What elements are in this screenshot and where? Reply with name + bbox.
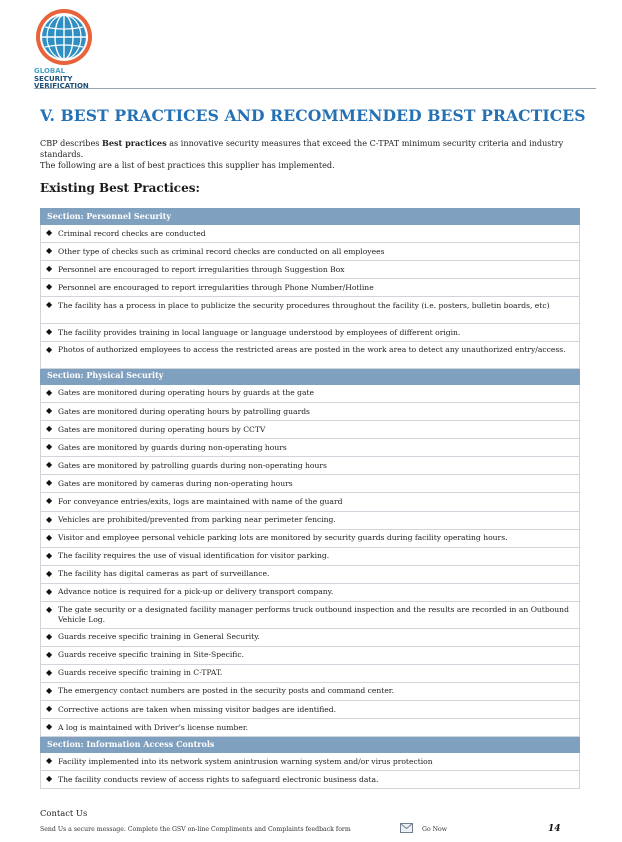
diamond-bullet-icon: ◆ [46,722,53,732]
practice-text: The facility has a process in place to publicize the security procedures throughout the facility (i.e. posters, bulletin boards, etc) [58,300,550,310]
practice-cell [41,384,580,402]
practice-cell [41,664,580,682]
practice-cell [41,753,580,771]
practice-row [41,475,580,493]
practice-text: Gates are monitored during operating hours by patrolling guards [58,406,310,416]
diamond-bullet-icon: ◆ [46,300,53,310]
practice-cell [41,475,580,493]
diamond-bullet-icon: ◆ [46,442,53,452]
practice-text: The facility conducts review of access rights to safeguard electronic business data. [58,774,379,784]
mail-icon[interactable] [400,823,413,833]
practice-row [41,700,580,718]
practice-cell [41,261,580,279]
practice-text: The gate security or a designated facility manager performs truck outbound inspection and the results are recorded in an Outbound Vehicle Log. [58,605,569,624]
feedback-message: Send Us a secure message. Complete the GSV on-line Compliments and Complaints feedback form [40,826,351,833]
practice-cell [41,700,580,718]
practice-row [41,511,580,529]
practice-row [41,279,580,297]
diamond-bullet-icon: ◆ [46,228,53,238]
practice-text: Guards receive specific training in C-TPAT. [58,668,223,678]
practice-row [41,646,580,664]
practice-cell [41,583,580,601]
practice-row [41,402,580,420]
practice-text: Guards receive specific training in Site-Specific. [58,650,245,660]
practice-row [41,243,580,261]
practice-cell [41,225,580,243]
practice-text: Criminal record checks are conducted [58,228,206,238]
diamond-bullet-icon: ◆ [46,604,53,614]
practice-row [41,261,580,279]
practice-cell [41,771,580,789]
practice-cell [41,529,580,547]
section-title: Section: Personnel Security [41,209,580,225]
practice-text: Gates are monitored by patrolling guards during non-operating hours [58,460,327,470]
contact-us-label: Contact Us [40,808,88,818]
practice-cell [41,682,580,700]
logo-line-security: SECURITY [34,74,73,83]
diamond-bullet-icon: ◆ [46,496,53,506]
practice-row [41,493,580,511]
practice-row [41,457,580,475]
practice-row [41,342,580,369]
logo-line-global: GLOBAL [34,67,66,75]
diamond-bullet-icon: ◆ [46,514,53,524]
practice-text: The facility provides training in local language or language understood by employees of different origin. [58,327,461,337]
diamond-bullet-icon: ◆ [46,774,53,784]
practice-cell [41,628,580,646]
diamond-bullet-icon: ◆ [46,327,53,337]
section-header-row [41,368,580,384]
practice-cell [41,646,580,664]
practice-row [41,547,580,565]
practice-row [41,682,580,700]
practice-text: Photos of authorized employees to access the restricted areas are posted in the work area to detect any unauthorized entry/access. [58,345,566,355]
intro-paragraph [40,138,580,171]
logo-line-verification: VERIFICATION [34,82,89,90]
practice-text: Other type of checks such as criminal record checks are conducted on all employees [58,246,385,256]
practice-text: Gates are monitored during operating hours by guards at the gate [58,388,315,398]
practice-cell [41,421,580,439]
practice-cell [41,457,580,475]
header-divider [34,88,596,89]
diamond-bullet-icon: ◆ [46,756,53,766]
diamond-bullet-icon: ◆ [46,405,53,415]
page-title: V. BEST PRACTICES AND RECOMMENDED BEST PRACTICES [40,106,586,125]
page-number: 14 [548,824,561,834]
practice-cell [41,511,580,529]
diamond-bullet-icon: ◆ [46,264,53,274]
go-now-link[interactable]: Go Now [422,826,448,833]
section-header-row [41,209,580,225]
globe-logo-icon [35,8,93,66]
practice-text: Personnel are encouraged to report irregularities through Phone Number/Hotline [58,282,374,292]
practice-cell [41,439,580,457]
practice-cell [41,324,580,342]
practice-text: The facility requires the use of visual identification for visitor parking. [58,551,330,561]
practice-cell [41,565,580,583]
diamond-bullet-icon: ◆ [46,685,53,695]
practice-text: Facility implemented into its network system anintrusion warning system and/or virus protection [58,756,433,766]
practice-row [41,771,580,789]
diamond-bullet-icon: ◆ [46,568,53,578]
diamond-bullet-icon: ◆ [46,246,53,256]
diamond-bullet-icon: ◆ [46,550,53,560]
practice-row [41,628,580,646]
intro-line-1: CBP describes Best practices as innovative security measures that exceed the C-TPAT minimum security criteria and industry standards. [40,138,564,159]
practice-row [41,601,580,628]
practice-row [41,421,580,439]
diamond-bullet-icon: ◆ [46,282,53,292]
practice-text: The facility has digital cameras as part of surveillance. [58,569,270,579]
practice-row [41,753,580,771]
practice-text: Advance notice is required for a pick-up or delivery transport company. [58,587,334,597]
practice-row [41,384,580,402]
practice-text: Gates are monitored during operating hours by CCTV [58,424,266,434]
diamond-bullet-icon: ◆ [46,345,53,355]
diamond-bullet-icon: ◆ [46,460,53,470]
practice-row [41,297,580,324]
best-practices-table [40,208,580,789]
practice-cell [41,547,580,565]
practice-cell [41,402,580,420]
practice-row [41,664,580,682]
diamond-bullet-icon: ◆ [46,424,53,434]
practice-row [41,565,580,583]
practice-cell [41,342,580,369]
diamond-bullet-icon: ◆ [46,649,53,659]
practice-text: Gates are monitored by guards during non-operating hours [58,442,287,452]
practice-text: For conveyance entries/exits, logs are maintained with name of the guard [58,497,343,506]
diamond-bullet-icon: ◆ [46,703,53,713]
diamond-bullet-icon: ◆ [46,631,53,641]
practice-cell [41,279,580,297]
practice-text: Corrective actions are taken when missing visitor badges are identified. [58,704,337,714]
practice-text: The emergency contact numbers are posted in the security posts and command center. [58,686,395,696]
practice-row [41,225,580,243]
diamond-bullet-icon: ◆ [46,586,53,596]
diamond-bullet-icon: ◆ [46,532,53,542]
practice-row [41,439,580,457]
diamond-bullet-icon: ◆ [46,387,53,397]
practice-text: Visitor and employee personal vehicle parking lots are monitored by security guards during facility operating hours. [58,533,508,543]
intro-line-2: The following are a list of best practices this supplier has implemented. [40,160,335,170]
practice-cell [41,493,580,511]
practice-cell [41,601,580,628]
gsv-logo [34,8,104,88]
practice-cell [41,719,580,737]
section-title: Section: Physical Security [41,368,580,384]
diamond-bullet-icon: ◆ [46,667,53,677]
existing-best-practices-heading: Existing Best Practices: [40,181,200,195]
practice-cell [41,243,580,261]
practice-row [41,719,580,737]
practice-text: Guards receive specific training in General Security. [58,632,260,642]
diamond-bullet-icon: ◆ [46,478,53,488]
practice-row [41,583,580,601]
practice-row [41,324,580,342]
practice-text: A log is maintained with Driver’s license number. [58,722,249,732]
section-header-row [41,737,580,753]
practice-row [41,529,580,547]
practice-text: Gates are monitored by cameras during non-operating hours [58,478,293,488]
practice-cell [41,297,580,324]
section-title: Section: Information Access Controls [41,737,580,753]
practice-text: Vehicles are prohibited/prevented from parking near perimeter fencing. [58,515,336,525]
practice-text: Personnel are encouraged to report irregularities through Suggestion Box [58,264,345,274]
